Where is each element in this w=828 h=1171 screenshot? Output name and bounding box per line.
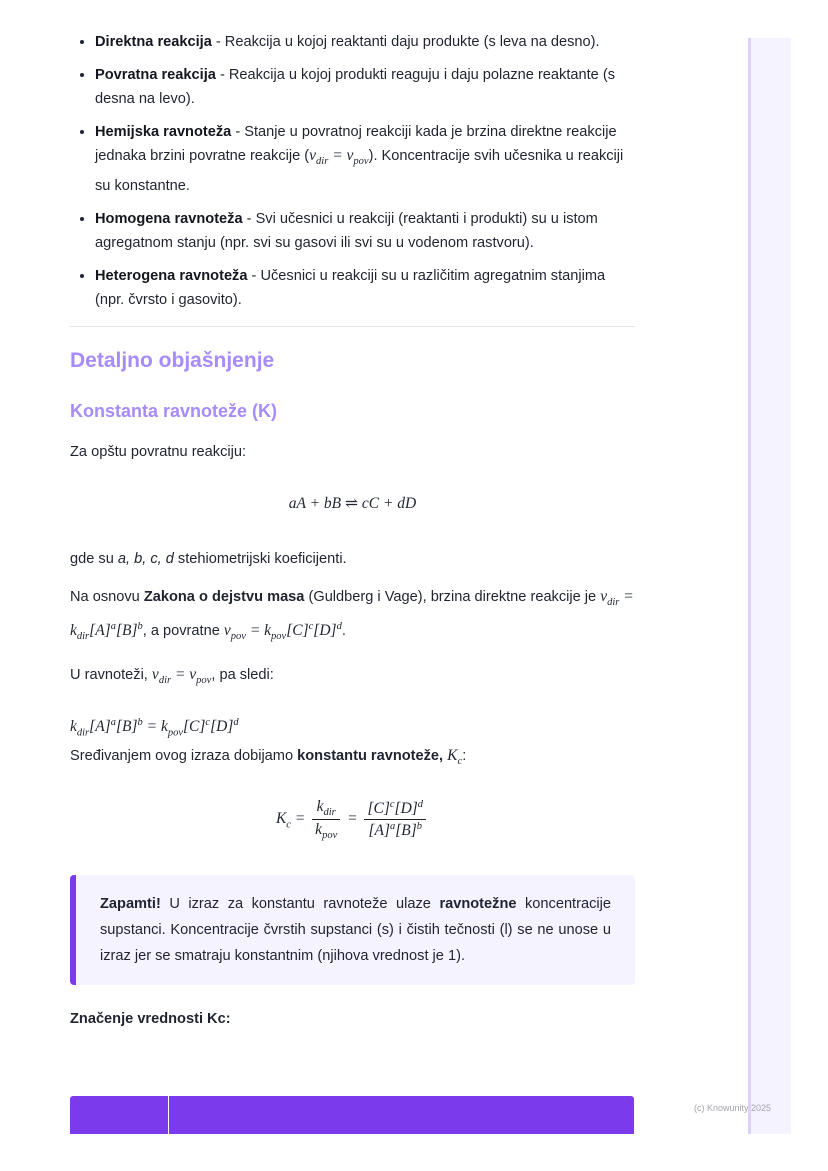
kc-meaning-label: Značenje vrednosti Kc: [70,1011,231,1028]
general-reaction-equation: aA + bB ⇌ cC + dD [288,495,417,513]
remember-callout: Zapamti! U izraz za konstantu ravnoteže ulaze ravnotežne koncentracije supstanci. Koncentracije čvrstih supstanci (s) i čistih tečnosti (l) se ne unose u izraz jer se smatraju konstantnim (njihova vrednost je 1). [70,875,635,985]
list-item: • Povratna reakcija - Reakcija u kojoj produkti reaguju i daju polazne reaktante (s desna na levo). [95,63,635,111]
list-item: • Direktna reakcija - Reakcija u kojoj reaktanti daju produkte (s leva na desno). [95,30,635,54]
list-item: • Hemijska ravnoteža - Stanje u povratnoj reakciji kada je brzina direktne reakcije jednaka brzini povratne reakcije $(v_{dir} = v_{pov})$. Koncentracije svih učesnika u reakciji su konstantne. [95,120,635,198]
kc-equation: $K_c$ = $\frac{k_{dir}}{k_{pov}}$ = $\frac{[C]^c[D]^d}{[A]^a[B]^b}$ [70,798,635,841]
rearrange-text: Sređivanjem ovog izraza dobijamo konstantu ravnoteže, $K_c$: [70,746,467,767]
rate-constants-equation: $k_{dir}[A]^a[B]^b = k_{pov}[C]^c[D]^d$ [70,716,239,738]
mass-action-text: Na osnovu Zakona o dejstvu masa (Guldberg i Vage), brzina direktne reakcije je $v_{dir} = k_{dir}[A]^a[B]^b$, a povratne $v_{pov} = k_{pov}[C]^c[D]^d$. [70,588,634,643]
rate-equality: $v_{dir} = v_{pov}$ [309,147,369,168]
sidebar-panel [751,38,791,1134]
definition-list [70,30,635,312]
table-header-cell [169,1096,634,1134]
sidebar-rule [748,38,751,1134]
section-title: Detaljno objašnjenje [70,349,275,373]
table-header-cell [70,1096,169,1134]
copyright-text: (c) Knowunity 2025 [694,1103,772,1113]
subsection-title: Konstanta ravnoteže (K) [70,401,278,422]
list-item: • Heterogena ravnoteža - Učesnici u reakciji su u različitim agregatnim stanjima (npr. čvrsto i gasovito). [95,264,635,312]
intro-text: Za opštu povratnu reakciju: [70,444,247,461]
content-column [70,30,635,1045]
table-header [70,1096,634,1134]
equilibrium-text: U ravnoteži, $v_{dir} = v_{pov}$, pa sledi: [70,666,274,687]
list-item: • Homogena ravnoteža - Svi učesnici u reakciji (reaktanti i produkti) su u istom agregatnom stanju (npr. svi su gasovi ili svi su u vodenom rastvoru). [95,207,635,255]
coefficients-text: gde su a, b, c, d stehiometrijski koeficijenti. [70,551,347,568]
divider [70,326,635,327]
